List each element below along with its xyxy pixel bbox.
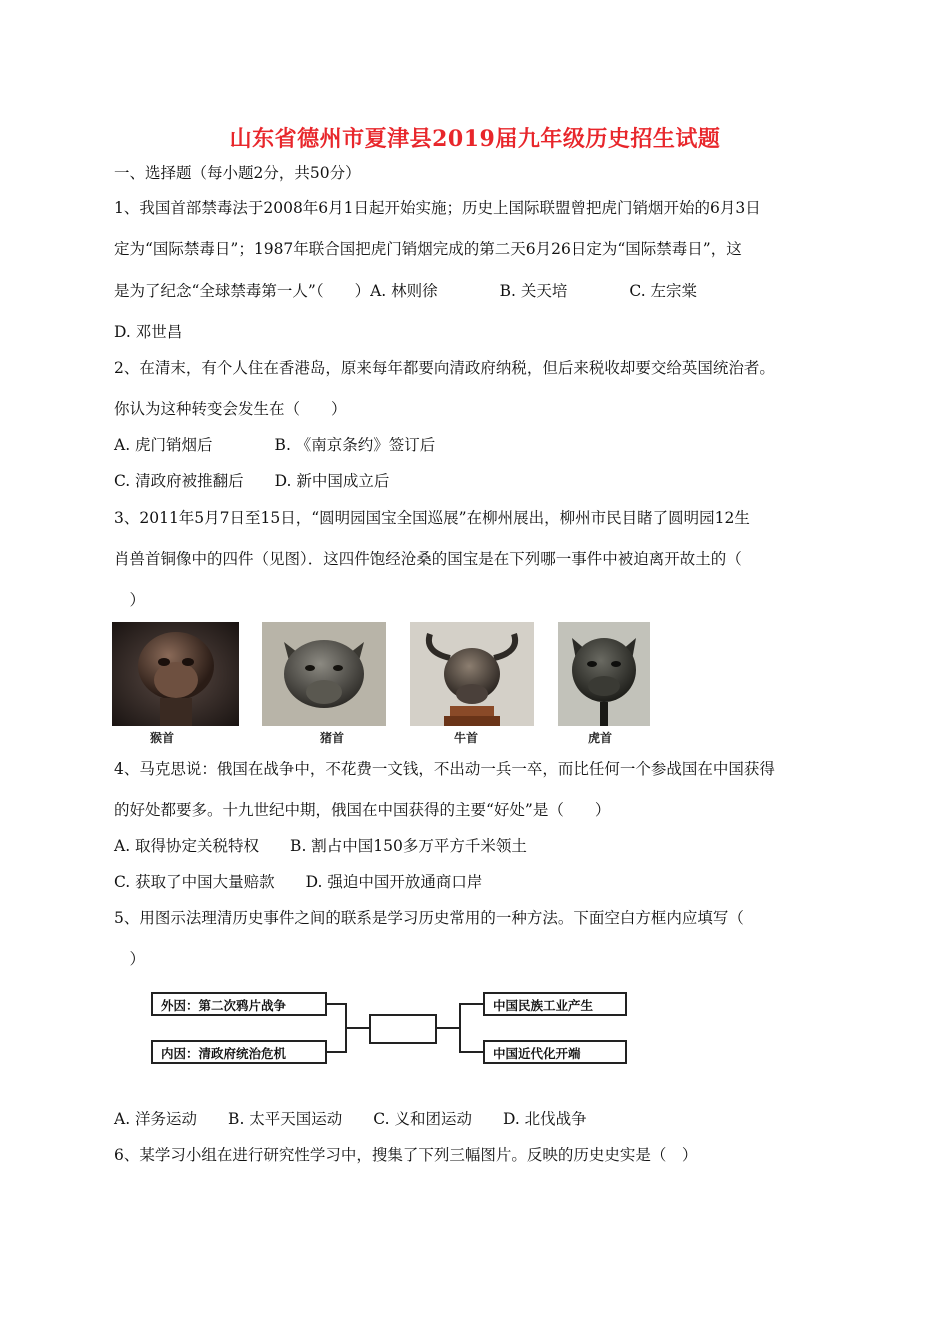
monkey-head-image — [112, 622, 239, 726]
q4-line-2: 的好处都要多。十九世纪中期，俄国在中国获得的主要“好处”是（ ） — [114, 801, 611, 819]
q1-line-1: 1、我国首部禁毒法于2008年6月1日起开始实施；历史上国际联盟曾把虎门销烟开始的6月3日 — [114, 199, 761, 217]
q4-option-row-2: C. 获取了中国大量赔款 D. 强迫中国开放通商口岸 — [114, 873, 483, 891]
flow-box-national-industry: 中国民族工业产生 — [483, 992, 627, 1016]
caption-ox-head: 牛首 — [454, 731, 479, 745]
section-heading: 一、选择题（每小题2分，共50分） — [114, 164, 361, 182]
flow-connector — [437, 1027, 461, 1029]
zodiac-heads-figure — [112, 622, 652, 746]
q1-line-2: 定为“国际禁毒日”；1987年联合国把虎门销烟完成的第二天6月26日定为“国际禁毒日”，这 — [114, 240, 742, 258]
flow-connector — [327, 1003, 347, 1005]
q1-line-3: 是为了纪念“全球禁毒第一人”（ ）A. 林则徐 B. 关天培 C. 左宗棠 — [114, 282, 698, 300]
tiger-head-image — [558, 622, 650, 726]
q2-option-row-1: A. 虎门销烟后 B. 《南京条约》签订后 — [114, 436, 436, 454]
q3-line-3: ） — [114, 591, 146, 609]
pig-head-image — [262, 622, 386, 726]
flow-box-blank-answer — [369, 1014, 437, 1044]
q1-line-4: D. 邓世昌 — [114, 323, 183, 341]
page-title: 山东省德州市夏津县2019届九年级历史招生试题 — [229, 126, 721, 152]
flow-connector — [327, 1051, 347, 1053]
q5-line-2: ） — [114, 950, 146, 968]
q2-option-row-2: C. 清政府被推翻后 D. 新中国成立后 — [114, 472, 390, 490]
flow-connector — [459, 1003, 461, 1053]
q4-line-1: 4、马克思说：俄国在战争中，不花费一文钱，不出动一兵一卒，而比任何一个参战国在中国获得 — [114, 760, 775, 778]
caption-pig-head: 猪首 — [320, 731, 345, 745]
q5-options: A. 洋务运动 B. 太平天国运动 C. 义和团运动 D. 北伐战争 — [114, 1110, 587, 1128]
q3-line-2: 肖兽首铜像中的四件（见图）．这四件饱经沧桑的国宝是在下列哪一事件中被迫离开故土的（ — [114, 550, 742, 568]
flow-box-external-cause: 外因：第二次鸦片战争 — [151, 992, 327, 1016]
q4-option-row-1: A. 取得协定关税特权 B. 割占中国150多万平方千米领土 — [114, 837, 527, 855]
ox-head-image — [410, 622, 534, 726]
flow-box-modernization-start: 中国近代化开端 — [483, 1040, 627, 1064]
q6-line-1: 6、某学习小组在进行研究性学习中，搜集了下列三幅图片。反映的历史史实是（ ） — [114, 1146, 698, 1164]
causal-flow-diagram — [147, 988, 633, 1072]
q2-line-2: 你认为这种转变会发生在（ ） — [114, 400, 347, 418]
caption-monkey-head: 猴首 — [150, 731, 175, 745]
caption-tiger-head: 虎首 — [588, 731, 613, 745]
q2-line-1: 2、在清末，有个人住在香港岛，原来每年都要向清政府纳税，但后来税收却要交给英国统治者。 — [114, 359, 775, 377]
flow-connector — [459, 1051, 483, 1053]
flow-connector — [459, 1003, 483, 1005]
flow-box-internal-cause: 内因：清政府统治危机 — [151, 1040, 327, 1064]
flow-connector — [345, 1027, 369, 1029]
q5-line-1: 5、用图示法理清历史事件之间的联系是学习历史常用的一种方法。下面空白方框内应填写（ — [114, 909, 744, 927]
q3-line-1: 3、2011年5月7日至15日，“圆明园国宝全国巡展”在柳州展出，柳州市民目睹了圆明园12生 — [114, 509, 750, 527]
